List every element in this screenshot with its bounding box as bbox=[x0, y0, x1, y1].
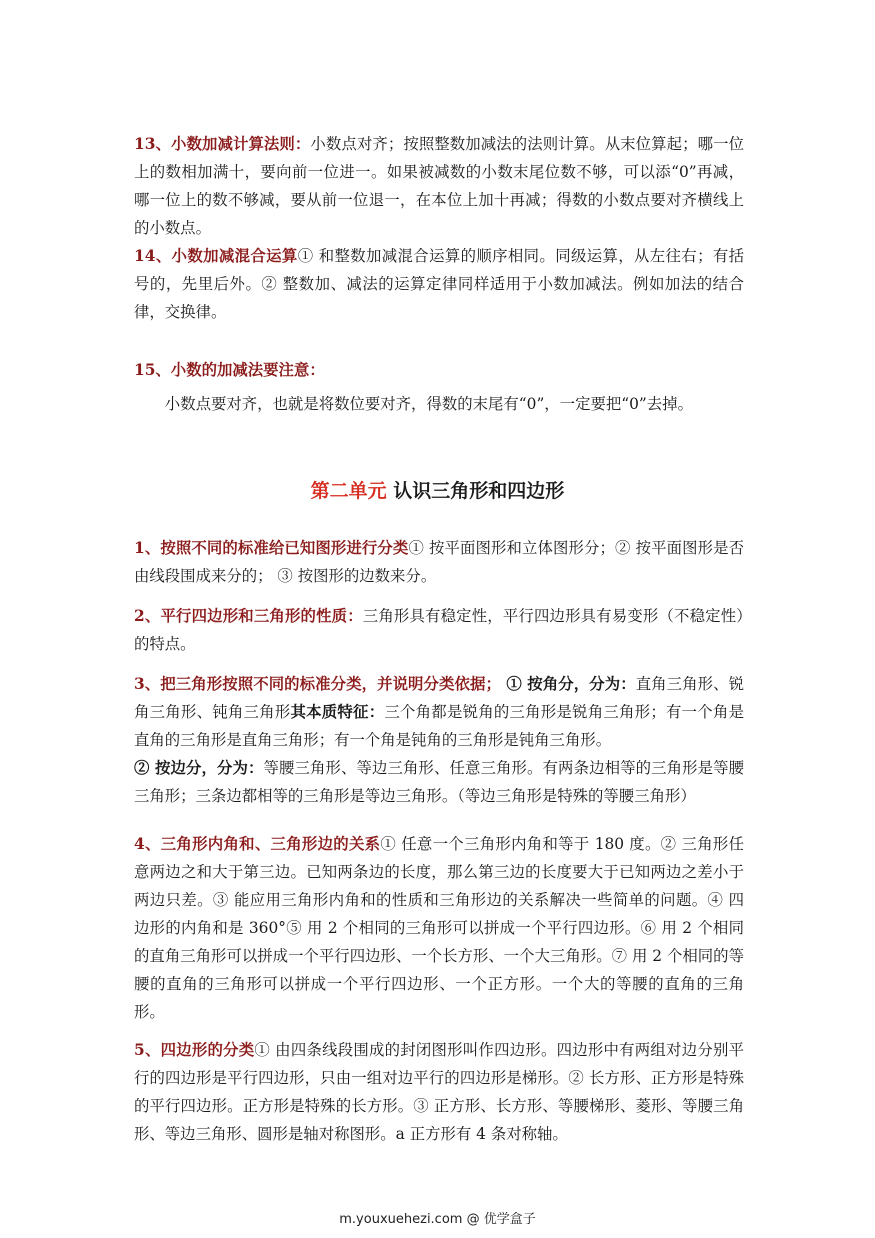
classify-by-side-label: ② 按边分，分为： bbox=[134, 759, 264, 777]
section-13-text: 小数点对齐；按照整数加减法的法则计算。从末位算起；哪一位上的数相加满十，要向前一位进一。如果被减数的小数末尾位数不够，可以添“0”再减，哪一位上的数不够减，要从前一位退一，在本位上加十再减；得数的小数点要对齐横线上的小数点。 bbox=[134, 135, 744, 237]
unit2-section-5-text: ① 由四条线段围成的封闭图形叫作四边形。四边形中有两组对边分别平行的四边形是平行四边形，只由一组对边平行的四边形是梯形。② 长方形、正方形是特殊的平行四边形。正方形是特殊的长方形。③ 正方形、长方形、等腰梯形、菱形、等腰三角形、等边三角形、圆形是轴对称图形。a 正方形有 4 条对称轴。 bbox=[134, 1041, 744, 1143]
unit-title-name: 认识三角形和四边形 bbox=[386, 480, 565, 502]
section-14 bbox=[134, 242, 744, 326]
section-13-heading: 13、小数加减计算法则： bbox=[134, 135, 311, 153]
unit2-section-5 bbox=[134, 1036, 744, 1148]
unit2-section-2 bbox=[134, 602, 744, 658]
unit-title bbox=[0, 476, 875, 506]
unit2-section-5-heading: 5、四边形的分类 bbox=[134, 1041, 255, 1059]
section-14-heading: 14、小数加减混合运算 bbox=[134, 247, 298, 265]
section-13 bbox=[134, 130, 744, 242]
classify-by-angle-label: ① 按角分，分为： bbox=[500, 675, 636, 693]
essential-feature-label: 其本质特征： bbox=[290, 703, 385, 721]
classify-by-side-text: 等腰三角形、等边三角形、任意三角形。有两条边相等的三角形是等腰三角形；三条边都相等的三角形是等边三角形。（等边三角形是特殊的等腰三角形） bbox=[134, 759, 744, 805]
section-15-heading-line bbox=[134, 356, 744, 384]
unit2-section-1 bbox=[134, 534, 744, 590]
unit2-section-3 bbox=[134, 670, 744, 810]
section-14-text: ① 和整数加减混合运算的顺序相同。同级运算，从左往右；有括号的，先里后外。② 整数加、减法的运算定律同样适用于小数加减法。例如加法的结合律，交换律。 bbox=[134, 247, 744, 321]
footer-watermark: m.youxuehezi.com @ 优学盒子 bbox=[339, 1212, 536, 1227]
unit-title-number: 第二单元 bbox=[310, 480, 387, 502]
unit2-section-4-text: ① 任意一个三角形内角和等于 180 度。② 三角形任意两边之和大于第三边。已知两条边的长度，那么第三边的长度要大于已知两边之差小于两边只差。③ 能应用三角形内角和的性质和三角形边的关系解决一些简单的问题。④ 四边形的内角和是 360°⑤ 用 2 个相同的三角形可以拼成一个平行四边形。⑥ 用 2 个相同的直角三角形可以拼成一个平行四边形、一个长方形、一个大三角形。⑦ 用 2 个相同的等腰的直角的三角形可以拼成一个平行四边形、一个正方形。一个大的等腰的直角的三角形。 bbox=[134, 835, 744, 1021]
essential-feature-text: 三个角都是锐角的三角形是锐角三角形；有一个角是直角的三角形是直角三角形；有一个角是钝角的三角形是钝角三角形。 bbox=[134, 703, 744, 749]
unit2-section-4-heading: 4、三角形内角和、三角形边的关系 bbox=[134, 835, 381, 853]
section-15-heading: 15、小数的加减法要注意： bbox=[134, 361, 325, 379]
unit2-section-3-heading: 3、把三角形按照不同的标准分类，并说明分类依据； bbox=[134, 675, 501, 693]
unit2-section-2-text: 三角形具有稳定性，平行四边形具有易变形（不稳定性）的特点。 bbox=[134, 607, 744, 653]
section-15-text: 小数点要对齐，也就是将数位要对齐，得数的末尾有“0”，一定要把“0”去掉。 bbox=[164, 395, 693, 413]
unit2-section-4 bbox=[134, 830, 744, 1026]
unit2-section-1-text: ① 按平面图形和立体图形分；② 按平面图形是否由线段围成来分的； ③ 按图形的边数来分。 bbox=[134, 539, 744, 585]
unit2-section-2-heading: 2、平行四边形和三角形的性质： bbox=[134, 607, 363, 625]
classify-by-angle-types: 直角三角形、锐角三角形、钝角三角形 bbox=[134, 675, 744, 721]
unit2-section-1-heading: 1、按照不同的标准给已知图形进行分类 bbox=[134, 539, 409, 557]
